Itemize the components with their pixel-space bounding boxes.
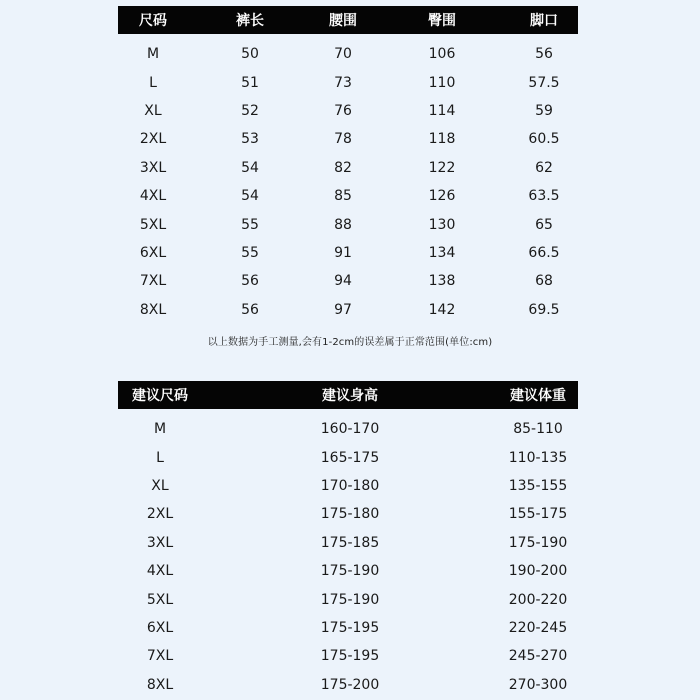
header-recommended-height: 建议身高: [322, 388, 378, 404]
table-row: [118, 557, 578, 585]
table-row: [118, 182, 578, 210]
size-cell: 6XL: [146, 619, 174, 636]
pant-length-cell: 51: [241, 74, 259, 91]
size-cell: 2XL: [146, 506, 174, 523]
header-recommended-size: 建议尺码: [132, 388, 188, 404]
weight-cell: 200-220: [508, 591, 568, 608]
table-row: [118, 296, 578, 324]
hem-cell: 56: [535, 46, 553, 63]
hip-cell: 126: [428, 188, 456, 205]
header-waist: 腰围: [329, 13, 357, 29]
hip-cell: 142: [428, 301, 456, 318]
size-cell: 2XL: [139, 131, 167, 148]
size-cell: M: [153, 421, 167, 438]
table-row: [118, 210, 578, 238]
table-row: [118, 614, 578, 642]
height-cell: 175-195: [320, 619, 380, 636]
waist-cell: 85: [334, 188, 352, 205]
pant-length-cell: 55: [241, 216, 259, 233]
height-cell: 160-170: [320, 421, 380, 438]
header-hem: 脚口: [530, 13, 558, 29]
weight-cell: 270-300: [508, 676, 568, 693]
weight-cell: 85-110: [513, 421, 563, 438]
size-cell: 3XL: [139, 159, 167, 176]
pant-length-cell: 53: [241, 131, 259, 148]
pant-length-cell: 54: [241, 159, 259, 176]
size-cell: 5XL: [139, 216, 167, 233]
pant-length-cell: 55: [241, 244, 259, 261]
hem-cell: 66.5: [528, 244, 560, 261]
measurement-note: 以上数据为手工测量,会有1-2cm的误差属于正常范围(单位:cm): [207, 337, 493, 348]
height-cell: 175-200: [320, 676, 380, 693]
table-row: [118, 529, 578, 557]
table-row: [118, 154, 578, 182]
hem-cell: 69.5: [528, 301, 560, 318]
waist-cell: 78: [334, 131, 352, 148]
table-row: [118, 267, 578, 295]
waist-cell: 91: [334, 244, 352, 261]
hem-cell: 62: [535, 159, 553, 176]
hip-cell: 110: [428, 74, 456, 91]
waist-cell: 94: [334, 273, 352, 290]
table-row: [118, 642, 578, 670]
table-row: [118, 500, 578, 528]
header-recommended-weight: 建议体重: [510, 388, 566, 404]
pant-length-cell: 50: [241, 46, 259, 63]
hem-cell: 63.5: [528, 188, 560, 205]
hem-cell: 59: [535, 102, 553, 119]
size-cell: 8XL: [139, 301, 167, 318]
waist-cell: 73: [334, 74, 352, 91]
height-cell: 175-195: [320, 648, 380, 665]
table-row: [118, 97, 578, 125]
weight-cell: 245-270: [508, 648, 568, 665]
recommendation-table: [118, 381, 578, 699]
recommendation-table-body: [118, 409, 578, 699]
hip-cell: 118: [428, 131, 456, 148]
table-row: [118, 585, 578, 613]
table-row: [118, 68, 578, 96]
weight-cell: 135-155: [508, 477, 568, 494]
hem-cell: 57.5: [528, 74, 560, 91]
size-cell: L: [149, 74, 157, 91]
table-row: [118, 472, 578, 500]
waist-cell: 76: [334, 102, 352, 119]
size-cell: M: [146, 46, 160, 63]
height-cell: 175-190: [320, 563, 380, 580]
hem-cell: 65: [535, 216, 553, 233]
waist-cell: 88: [334, 216, 352, 233]
hem-cell: 60.5: [528, 131, 560, 148]
size-cell: 4XL: [146, 563, 174, 580]
size-cell: L: [156, 449, 164, 466]
header-pant-length: 裤长: [236, 13, 264, 29]
size-table: [118, 6, 578, 324]
waist-cell: 82: [334, 159, 352, 176]
height-cell: 175-180: [320, 506, 380, 523]
hip-cell: 106: [428, 46, 456, 63]
pant-length-cell: 52: [241, 102, 259, 119]
table-row: [118, 239, 578, 267]
waist-cell: 70: [334, 46, 352, 63]
hip-cell: 134: [428, 244, 456, 261]
size-cell: XL: [144, 102, 162, 119]
waist-cell: 97: [334, 301, 352, 318]
size-cell: 4XL: [139, 188, 167, 205]
weight-cell: 110-135: [508, 449, 568, 466]
pant-length-cell: 56: [241, 301, 259, 318]
pant-length-cell: 56: [241, 273, 259, 290]
hip-cell: 114: [428, 102, 456, 119]
size-table-body: [118, 34, 578, 324]
table-row: [118, 40, 578, 68]
size-cell: 3XL: [146, 534, 174, 551]
table-row: [118, 415, 578, 443]
size-cell: XL: [151, 477, 169, 494]
table-row: [118, 671, 578, 699]
size-cell: 7XL: [139, 273, 167, 290]
weight-cell: 220-245: [508, 619, 568, 636]
header-size: 尺码: [139, 13, 167, 29]
size-cell: 7XL: [146, 648, 174, 665]
height-cell: 175-185: [320, 534, 380, 551]
weight-cell: 190-200: [508, 563, 568, 580]
height-cell: 170-180: [320, 477, 380, 494]
size-table-header: [118, 6, 578, 34]
height-cell: 165-175: [320, 449, 380, 466]
hip-cell: 130: [428, 216, 456, 233]
pant-length-cell: 54: [241, 188, 259, 205]
size-cell: 5XL: [146, 591, 174, 608]
height-cell: 175-190: [320, 591, 380, 608]
size-cell: 6XL: [139, 244, 167, 261]
table-row: [118, 125, 578, 153]
weight-cell: 155-175: [508, 506, 568, 523]
size-cell: 8XL: [146, 676, 174, 693]
hip-cell: 122: [428, 159, 456, 176]
hem-cell: 68: [535, 273, 553, 290]
weight-cell: 175-190: [508, 534, 568, 551]
table-row: [118, 443, 578, 471]
hip-cell: 138: [428, 273, 456, 290]
header-hip: 臀围: [428, 13, 456, 29]
recommendation-table-header: [118, 381, 578, 409]
